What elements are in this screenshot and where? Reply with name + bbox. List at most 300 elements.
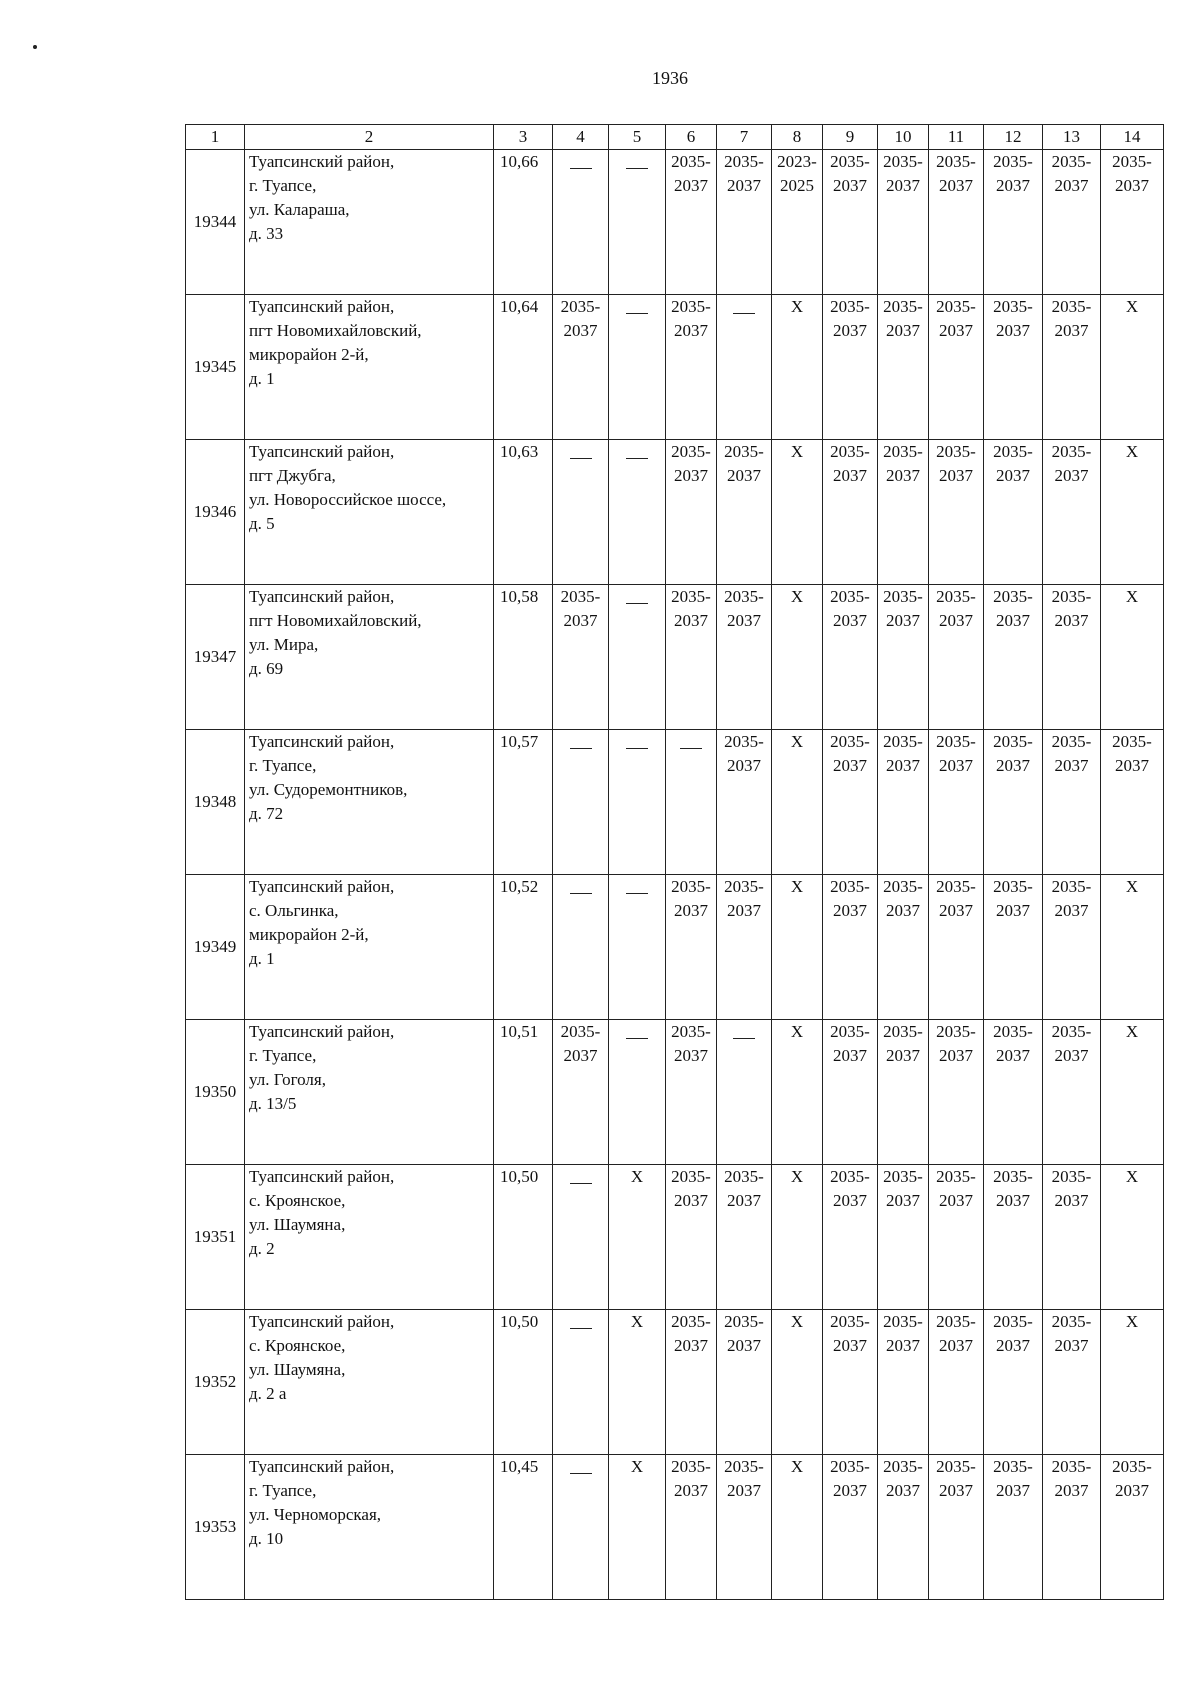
period-value: 2035- 2037 — [724, 1457, 764, 1500]
period-cell — [823, 585, 878, 730]
row-number: 19351 — [186, 1165, 245, 1310]
dash-mark — [570, 458, 592, 459]
period-value: 2035- 2037 — [993, 1022, 1033, 1065]
address-line: микрорайон 2-й, — [249, 925, 369, 944]
address-line: г. Туапсе, — [249, 176, 317, 195]
period-cell — [609, 150, 666, 295]
period-value: 2035- 2037 — [830, 587, 870, 630]
address-cell — [245, 150, 494, 295]
period-cell — [878, 150, 929, 295]
period-value: 2035- 2037 — [671, 297, 711, 340]
period-value: 2035- 2037 — [883, 152, 923, 195]
address-line: д. 2 — [249, 1239, 275, 1258]
period-cell — [984, 1020, 1043, 1165]
dash-mark — [570, 748, 592, 749]
period-value: 2035- 2037 — [830, 442, 870, 485]
address-line: Туапсинский район, — [249, 152, 395, 171]
period-value: 2035- 2037 — [883, 1312, 923, 1355]
period-cell — [717, 1020, 772, 1165]
address-cell — [245, 1165, 494, 1310]
period-cell — [772, 1310, 823, 1455]
address-line: д. 1 — [249, 369, 275, 388]
row-number: 19346 — [186, 440, 245, 585]
period-cell — [1043, 1020, 1101, 1165]
period-value: 2035- 2037 — [1051, 297, 1092, 340]
period-cell — [984, 1310, 1043, 1455]
address-line: г. Туапсе, — [249, 1046, 317, 1065]
address-cell — [245, 440, 494, 585]
period-value: X — [630, 1167, 644, 1186]
row-number: 19347 — [186, 585, 245, 730]
period-value: X — [790, 442, 804, 461]
period-value: 2035- 2037 — [1112, 152, 1152, 195]
address-line: д. 5 — [249, 514, 275, 533]
period-cell — [929, 585, 984, 730]
period-value: 2035- 2037 — [883, 1457, 923, 1500]
header-cell: 4 — [553, 125, 609, 150]
period-value: 2035- 2037 — [993, 1167, 1033, 1210]
period-cell — [609, 875, 666, 1020]
period-cell — [609, 1020, 666, 1165]
row-number: 19349 — [186, 875, 245, 1020]
period-cell — [984, 585, 1043, 730]
period-value: 2035- 2037 — [883, 1022, 923, 1065]
address-cell — [245, 730, 494, 875]
period-value: 2035- 2037 — [1112, 1457, 1152, 1500]
address-cell — [245, 295, 494, 440]
dash-mark — [626, 893, 648, 894]
period-value: 2035- 2037 — [936, 1167, 976, 1210]
period-value: 2035- 2037 — [883, 587, 923, 630]
period-cell — [553, 1165, 609, 1310]
period-cell — [772, 875, 823, 1020]
address-line: пгт Джубга, — [249, 466, 336, 485]
period-value: 2035- 2037 — [936, 297, 976, 340]
period-cell — [929, 1165, 984, 1310]
page-number: 1936 — [652, 68, 688, 88]
period-value: X — [790, 877, 804, 896]
period-cell — [1043, 875, 1101, 1020]
period-cell — [878, 875, 929, 1020]
period-value: X — [1125, 1167, 1139, 1186]
table-row — [186, 295, 1164, 440]
period-cell — [929, 730, 984, 875]
dash-mark — [626, 1038, 648, 1039]
period-value: 2035- 2037 — [830, 1312, 870, 1355]
address-line: микрорайон 2-й, — [249, 345, 369, 364]
period-cell — [666, 585, 717, 730]
header-cell: 12 — [984, 125, 1043, 150]
period-cell — [553, 730, 609, 875]
period-cell — [1101, 440, 1164, 585]
dash-mark — [570, 168, 592, 169]
period-value: 2035- 2037 — [1051, 732, 1092, 775]
period-cell — [878, 730, 929, 875]
period-cell — [666, 1455, 717, 1600]
period-value: 2035- 2037 — [724, 587, 764, 630]
period-cell — [553, 1310, 609, 1455]
header-cell: 13 — [1043, 125, 1101, 150]
address-line: г. Туапсе, — [249, 1481, 317, 1500]
period-cell — [553, 1455, 609, 1600]
address-line: Туапсинский район, — [249, 1022, 395, 1041]
period-value: 2035- 2037 — [1051, 877, 1092, 920]
period-cell — [1101, 730, 1164, 875]
address-line: с. Кроянское, — [249, 1336, 346, 1355]
period-cell — [1043, 150, 1101, 295]
period-value: 2035- 2037 — [724, 152, 764, 195]
period-value: 2035- 2037 — [1112, 732, 1152, 775]
address-line: д. 72 — [249, 804, 284, 823]
dash-mark — [626, 748, 648, 749]
period-cell — [929, 295, 984, 440]
address-line: Туапсинский район, — [249, 1312, 395, 1331]
period-cell — [717, 1165, 772, 1310]
value-cell: 10,52 — [494, 875, 553, 1020]
period-value: 2035- 2037 — [1051, 1022, 1092, 1065]
period-cell — [553, 440, 609, 585]
period-cell — [666, 1165, 717, 1310]
period-value: X — [790, 1022, 804, 1041]
period-cell — [984, 875, 1043, 1020]
period-value: X — [790, 587, 804, 606]
period-cell — [823, 1310, 878, 1455]
period-value: 2035- 2037 — [671, 1022, 711, 1065]
period-value: 2035- 2037 — [883, 297, 923, 340]
period-value: 2035- 2037 — [671, 587, 711, 630]
period-cell — [553, 875, 609, 1020]
header-cell: 1 — [186, 125, 245, 150]
period-cell — [553, 585, 609, 730]
period-value: X — [790, 1312, 804, 1331]
scan-speck — [33, 45, 37, 49]
period-cell — [878, 440, 929, 585]
period-cell — [717, 585, 772, 730]
period-value: 2023- 2025 — [777, 152, 817, 195]
dash-mark — [626, 168, 648, 169]
dash-mark — [733, 1038, 755, 1039]
period-cell — [717, 875, 772, 1020]
period-cell — [772, 585, 823, 730]
address-line: с. Ольгинка, — [249, 901, 339, 920]
dash-mark — [680, 748, 702, 749]
period-cell — [929, 440, 984, 585]
period-value: 2035- 2037 — [830, 1167, 870, 1210]
value-cell: 10,63 — [494, 440, 553, 585]
period-cell — [984, 1455, 1043, 1600]
period-value: X — [630, 1312, 644, 1331]
period-value: 2035- 2037 — [830, 732, 870, 775]
period-cell — [984, 150, 1043, 295]
period-value: 2035- 2037 — [830, 297, 870, 340]
period-value: 2035- 2037 — [1051, 1312, 1092, 1355]
dash-mark — [570, 893, 592, 894]
period-cell — [929, 1455, 984, 1600]
address-line: пгт Новомихайловский, — [249, 611, 422, 630]
header-cell: 6 — [666, 125, 717, 150]
address-line: д. 13/5 — [249, 1094, 297, 1113]
period-cell — [878, 1165, 929, 1310]
registry-table — [185, 124, 1164, 1600]
period-cell — [929, 875, 984, 1020]
period-cell — [1101, 150, 1164, 295]
address-line: ул. Судоремонтников, — [249, 780, 408, 799]
period-value: 2035- 2037 — [830, 1457, 870, 1500]
period-value: 2035- 2037 — [936, 442, 976, 485]
period-cell — [772, 1165, 823, 1310]
period-cell — [984, 295, 1043, 440]
period-value: 2035- 2037 — [724, 1312, 764, 1355]
period-value: 2035- 2037 — [671, 152, 711, 195]
table-body — [186, 125, 1164, 1600]
address-line: ул. Черноморская, — [249, 1505, 382, 1524]
table-row — [186, 440, 1164, 585]
period-cell — [929, 1020, 984, 1165]
period-value: 2035- 2037 — [1051, 152, 1092, 195]
table-row — [186, 1020, 1164, 1165]
dash-mark — [570, 1328, 592, 1329]
period-value: 2035- 2037 — [993, 732, 1033, 775]
period-value: 2035- 2037 — [724, 1167, 764, 1210]
period-value: 2035- 2037 — [993, 877, 1033, 920]
period-cell — [772, 295, 823, 440]
address-line: д. 10 — [249, 1529, 284, 1548]
period-value: X — [790, 1457, 804, 1476]
period-cell — [823, 875, 878, 1020]
row-number: 19344 — [186, 150, 245, 295]
address-line: Туапсинский район, — [249, 587, 395, 606]
period-cell — [666, 875, 717, 1020]
period-value: X — [1125, 877, 1139, 896]
value-cell: 10,64 — [494, 295, 553, 440]
value-cell: 10,51 — [494, 1020, 553, 1165]
period-value: 2035- 2037 — [724, 442, 764, 485]
period-value: 2035- 2037 — [936, 1457, 976, 1500]
dash-mark — [570, 1473, 592, 1474]
address-cell — [245, 1310, 494, 1455]
period-cell — [666, 440, 717, 585]
dash-mark — [626, 458, 648, 459]
period-value: 2035- 2037 — [993, 442, 1033, 485]
period-value: 2035- 2037 — [560, 1022, 601, 1065]
period-cell — [666, 150, 717, 295]
period-value: 2035- 2037 — [724, 877, 764, 920]
row-number: 19353 — [186, 1455, 245, 1600]
period-cell — [1043, 440, 1101, 585]
period-cell — [1043, 1310, 1101, 1455]
period-cell — [1101, 1165, 1164, 1310]
period-cell — [984, 1165, 1043, 1310]
period-cell — [666, 295, 717, 440]
period-value: 2035- 2037 — [1051, 1457, 1092, 1500]
table-row — [186, 1165, 1164, 1310]
period-value: 2035- 2037 — [883, 877, 923, 920]
address-line: ул. Шаумяна, — [249, 1360, 346, 1379]
period-cell — [1101, 1310, 1164, 1455]
header-cell: 2 — [245, 125, 494, 150]
period-cell — [553, 150, 609, 295]
period-cell — [1043, 295, 1101, 440]
period-cell — [1043, 1455, 1101, 1600]
period-cell — [772, 730, 823, 875]
period-cell — [1101, 295, 1164, 440]
period-cell — [609, 1455, 666, 1600]
address-line: д. 2 а — [249, 1384, 287, 1403]
period-cell — [823, 1165, 878, 1310]
period-cell — [609, 295, 666, 440]
address-line: Туапсинский район, — [249, 732, 395, 751]
period-cell — [772, 440, 823, 585]
header-cell: 14 — [1101, 125, 1164, 150]
period-value: X — [790, 732, 804, 751]
dash-mark — [733, 313, 755, 314]
period-value: X — [1125, 297, 1139, 316]
period-value: 2035- 2037 — [993, 1312, 1033, 1355]
value-cell: 10,57 — [494, 730, 553, 875]
period-value: 2035- 2037 — [671, 1167, 711, 1210]
address-line: д. 69 — [249, 659, 284, 678]
address-line: пгт Новомихайловский, — [249, 321, 422, 340]
header-cell: 3 — [494, 125, 553, 150]
period-cell — [878, 295, 929, 440]
period-value: X — [630, 1457, 644, 1476]
period-value: 2035- 2037 — [883, 1167, 923, 1210]
period-value: 2035- 2037 — [560, 297, 601, 340]
address-line: Туапсинский район, — [249, 877, 395, 896]
period-cell — [772, 150, 823, 295]
period-value: X — [1125, 1312, 1139, 1331]
period-cell — [666, 1310, 717, 1455]
period-cell — [1101, 585, 1164, 730]
value-cell: 10,66 — [494, 150, 553, 295]
address-line: Туапсинский район, — [249, 1457, 395, 1476]
period-cell — [878, 1310, 929, 1455]
period-value: 2035- 2037 — [560, 587, 601, 630]
period-cell — [823, 440, 878, 585]
period-cell — [823, 1020, 878, 1165]
period-value: 2035- 2037 — [936, 732, 976, 775]
period-value: 2035- 2037 — [724, 732, 764, 775]
address-line: с. Кроянское, — [249, 1191, 346, 1210]
period-value: 2035- 2037 — [936, 1312, 976, 1355]
address-line: ул. Шаумяна, — [249, 1215, 346, 1234]
address-cell — [245, 875, 494, 1020]
period-cell — [609, 585, 666, 730]
period-value: 2035- 2037 — [936, 587, 976, 630]
period-cell — [609, 1310, 666, 1455]
period-cell — [609, 1165, 666, 1310]
address-line: Туапсинский район, — [249, 1167, 395, 1186]
table-row — [186, 1455, 1164, 1600]
row-number: 19348 — [186, 730, 245, 875]
period-cell — [984, 440, 1043, 585]
address-line: ул. Мира, — [249, 635, 319, 654]
period-cell — [823, 730, 878, 875]
period-cell — [823, 150, 878, 295]
address-line: Туапсинский район, — [249, 442, 395, 461]
header-cell: 9 — [823, 125, 878, 150]
address-line: г. Туапсе, — [249, 756, 317, 775]
period-cell — [823, 295, 878, 440]
period-cell — [666, 730, 717, 875]
period-cell — [553, 1020, 609, 1165]
row-number: 19345 — [186, 295, 245, 440]
value-cell: 10,58 — [494, 585, 553, 730]
period-value: 2035- 2037 — [883, 442, 923, 485]
period-value: 2035- 2037 — [883, 732, 923, 775]
header-cell: 7 — [717, 125, 772, 150]
period-cell — [878, 585, 929, 730]
period-cell — [717, 1310, 772, 1455]
period-value: 2035- 2037 — [830, 877, 870, 920]
table-row — [186, 585, 1164, 730]
period-value: 2035- 2037 — [1051, 1167, 1092, 1210]
period-value: 2035- 2037 — [993, 587, 1033, 630]
period-value: 2035- 2037 — [671, 1457, 711, 1500]
period-cell — [929, 1310, 984, 1455]
period-cell — [878, 1020, 929, 1165]
period-cell — [929, 150, 984, 295]
period-cell — [717, 730, 772, 875]
period-value: 2035- 2037 — [936, 877, 976, 920]
address-line: д. 33 — [249, 224, 284, 243]
period-value: 2035- 2037 — [830, 152, 870, 195]
period-cell — [823, 1455, 878, 1600]
value-cell: 10,50 — [494, 1165, 553, 1310]
address-line: ул. Гоголя, — [249, 1070, 326, 1089]
period-value: X — [1125, 442, 1139, 461]
table-row — [186, 875, 1164, 1020]
period-cell — [1101, 875, 1164, 1020]
table-row — [186, 730, 1164, 875]
period-cell — [717, 150, 772, 295]
address-cell — [245, 1020, 494, 1165]
header-cell: 11 — [929, 125, 984, 150]
table-row — [186, 150, 1164, 295]
row-number: 19352 — [186, 1310, 245, 1455]
period-value: 2035- 2037 — [1051, 587, 1092, 630]
header-cell: 5 — [609, 125, 666, 150]
period-cell — [1101, 1455, 1164, 1600]
period-cell — [666, 1020, 717, 1165]
period-cell — [717, 440, 772, 585]
header-cell: 10 — [878, 125, 929, 150]
period-cell — [878, 1455, 929, 1600]
period-cell — [717, 1455, 772, 1600]
period-value: X — [1125, 587, 1139, 606]
period-value: 2035- 2037 — [671, 877, 711, 920]
address-line: ул. Новороссийское шоссе, — [249, 490, 447, 509]
address-line: д. 1 — [249, 949, 275, 968]
period-cell — [717, 295, 772, 440]
row-number: 19350 — [186, 1020, 245, 1165]
period-value: X — [790, 1167, 804, 1186]
period-value: 2035- 2037 — [936, 152, 976, 195]
period-cell — [609, 440, 666, 585]
address-line: ул. Калараша, — [249, 200, 350, 219]
period-value: X — [1125, 1022, 1139, 1041]
address-line: Туапсинский район, — [249, 297, 395, 316]
table-row — [186, 1310, 1164, 1455]
dash-mark — [570, 1183, 592, 1184]
period-cell — [984, 730, 1043, 875]
period-cell — [609, 730, 666, 875]
period-cell — [772, 1455, 823, 1600]
period-value: 2035- 2037 — [993, 152, 1033, 195]
period-cell — [1043, 1165, 1101, 1310]
value-cell: 10,50 — [494, 1310, 553, 1455]
period-value: 2035- 2037 — [671, 1312, 711, 1355]
